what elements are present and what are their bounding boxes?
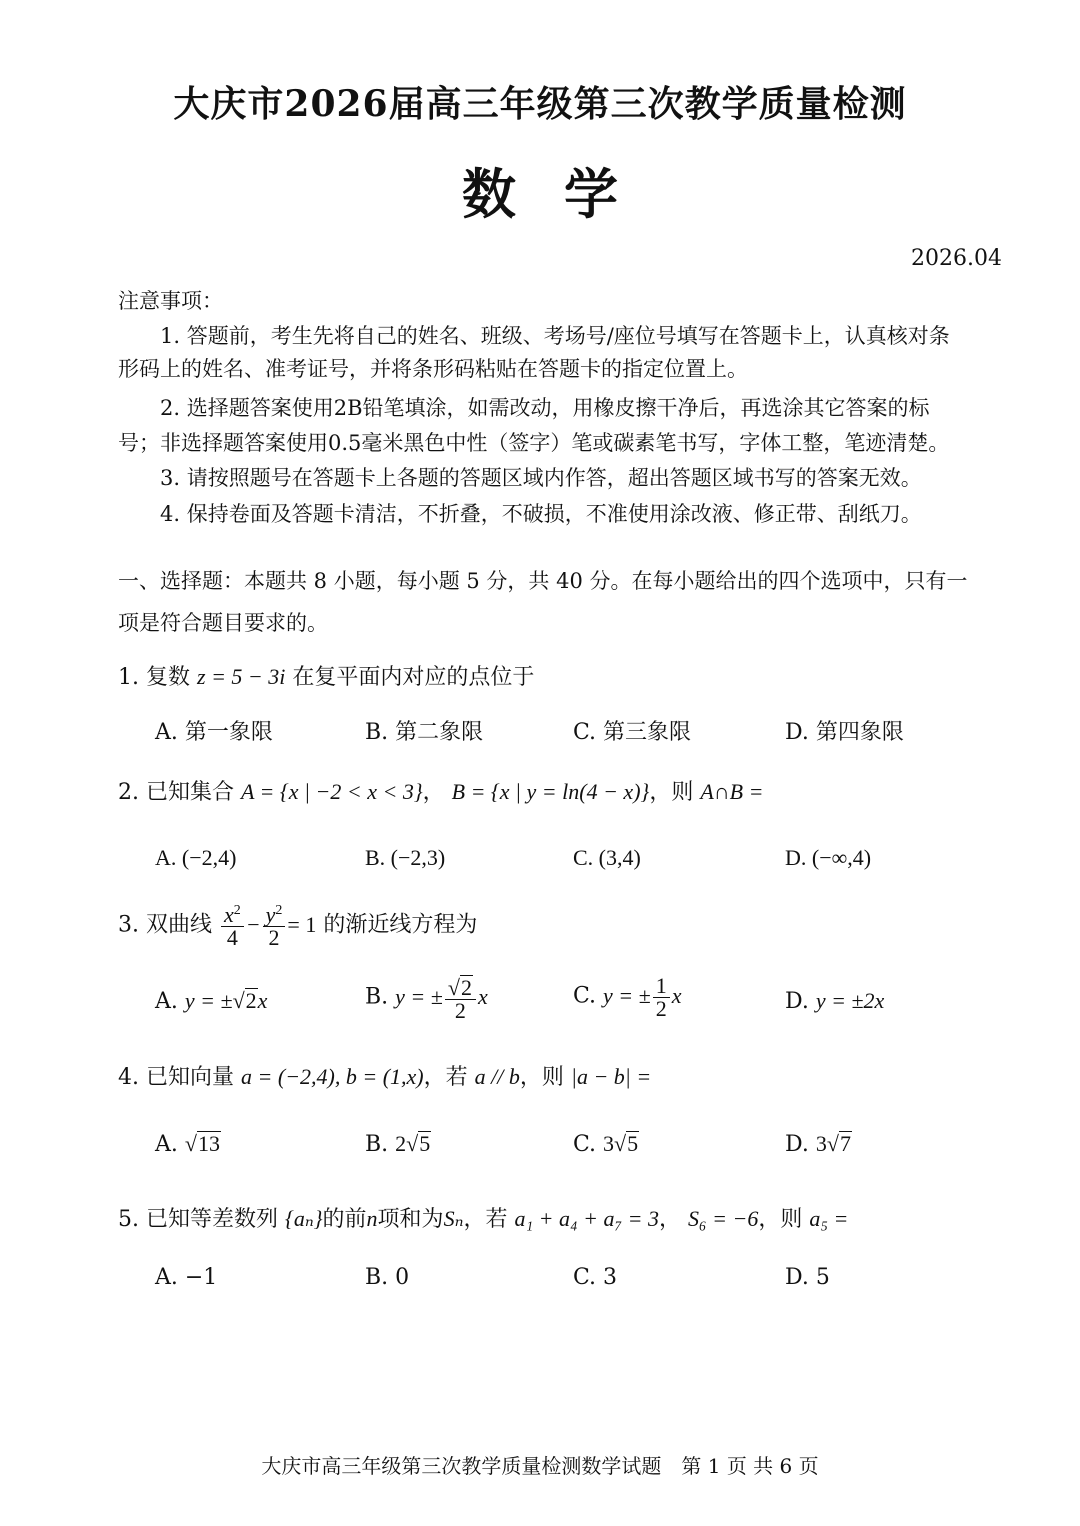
exam-date: 2026.04 — [911, 246, 1002, 271]
condition-1: a₁ + a₄ + a₇ = 3 — [514, 1206, 659, 1231]
notice-heading: 注意事项： — [118, 289, 223, 313]
option-expression: y = ± $\frac{1}{2}$ x — [603, 973, 682, 1021]
question-number: 2. — [118, 780, 139, 805]
q2-option-a: A. (−2,4) — [155, 845, 237, 870]
q1-option-b: B. 第二象限 — [365, 720, 484, 745]
question-text: 的渐近线方程为 — [323, 912, 478, 938]
question-number: 3. — [118, 912, 139, 938]
question-2 — [118, 775, 763, 806]
math-expression: A∩B = — [700, 779, 764, 804]
q3-option-b: B. y = ± $\frac{√2}{2}$ x — [365, 975, 488, 1024]
separator: ， — [422, 780, 445, 805]
question-text: ，则 — [758, 1207, 803, 1232]
question-number: 5. — [118, 1207, 139, 1232]
notice-item-2-line-2: 号；非选择题答案使用0.5毫米黑色中性（签字）笔或碳素笔书写，字体工整，笔迹清楚。 — [118, 431, 950, 455]
variable-n: n — [366, 1206, 378, 1231]
question-text: 双曲线 — [146, 912, 213, 938]
parallel-condition: a // b — [474, 1064, 520, 1089]
subject-title: 数学 — [462, 162, 666, 226]
option-expression: y = ± $\frac{√2}{2}$ x — [395, 975, 488, 1024]
exam-title: 大庆市2026届高三年级第三次教学质量检测 — [173, 83, 907, 125]
vector-definitions: a = (−2,4), b = (1,x) — [241, 1064, 424, 1089]
question-number: 4. — [118, 1065, 139, 1090]
question-text: 已知等差数列 — [146, 1207, 279, 1232]
set-a-expression: A = {x | −2 < x < 3} — [241, 779, 423, 804]
condition-2: S₆ = −6 — [688, 1206, 759, 1231]
q5-option-c: C. 3 — [573, 1265, 618, 1290]
q4-option-c: C. 3√5 — [573, 1131, 639, 1157]
question-text: 项和为 — [377, 1207, 444, 1232]
question-5 — [118, 1202, 848, 1233]
math-expression: |a − b| = — [570, 1064, 652, 1089]
q2-option-d: D. (−∞,4) — [785, 845, 872, 870]
question-text: ，则 — [649, 780, 694, 805]
sequence-symbol: {aₙ} — [285, 1206, 323, 1231]
set-b-expression: B = {x | y = ln(4 − x)} — [451, 779, 650, 804]
q3-option-c: C. y = ± $\frac{1}{2}$ x — [573, 973, 682, 1021]
question-text: 复数 — [146, 665, 191, 690]
q1-option-c: C. 第三象限 — [573, 720, 692, 745]
question-4 — [118, 1060, 651, 1091]
math-expression: z = 5 − 3i — [197, 664, 286, 689]
q5-option-b: B. 0 — [365, 1265, 410, 1290]
q2-option-c: C. (3,4) — [573, 845, 641, 870]
question-text: 已知集合 — [146, 780, 235, 805]
question-text: 的前 — [322, 1207, 367, 1232]
page-footer: 大庆市高三年级第三次教学质量检测数学试题 第 1 页 共 6 页 — [261, 1454, 819, 1478]
notice-item-2-line-1: 2. 选择题答案使用2B铅笔填涂，如需改动，用橡皮擦干净后，再选涂其它答案的标 — [160, 396, 930, 420]
question-1 — [118, 660, 534, 691]
target-expression: a₅ = — [809, 1206, 849, 1231]
q1-option-a: A. 第一象限 — [155, 720, 273, 745]
q5-option-a: A. −1 — [155, 1265, 218, 1290]
section-1-intro-line-2: 项是符合题目要求的。 — [118, 611, 328, 635]
notice-item-1-line-1: 1. 答题前，考生先将自己的姓名、班级、考场号/座位号填写在答题卡上，认真核对条 — [160, 324, 950, 348]
option-expression: y = ±√2x — [184, 988, 268, 1013]
question-number: 1. — [118, 665, 139, 690]
separator: ， — [658, 1207, 681, 1232]
hyperbola-equation: $\frac{x^2}{4}$ − $\frac{y^2}{2}$ = 1 — [219, 912, 316, 937]
q3-option-a: A. y = ±√2x — [155, 988, 268, 1014]
q5-option-d: D. 5 — [785, 1265, 830, 1290]
q4-option-b: B. 2√5 — [365, 1131, 431, 1157]
question-text: 已知向量 — [146, 1065, 235, 1090]
question-3 — [118, 904, 477, 949]
q2-option-b: B. (−2,3) — [365, 845, 446, 870]
option-expression: y = ±2x — [815, 988, 885, 1013]
question-text: ，若 — [463, 1207, 508, 1232]
notice-item-4: 4. 保持卷面及答题卡清洁，不折叠，不破损，不准使用涂改液、修正带、刮纸刀。 — [160, 502, 922, 526]
q4-option-d: D. 3√7 — [785, 1131, 851, 1157]
q1-option-d: D. 第四象限 — [785, 720, 904, 745]
notice-item-3: 3. 请按照题号在答题卡上各题的答题区域内作答，超出答题区域书写的答案无效。 — [160, 466, 922, 490]
q3-option-d: D. y = ±2x — [785, 988, 885, 1014]
question-text: ，则 — [519, 1065, 564, 1090]
question-text: 在复平面内对应的点位于 — [292, 665, 535, 690]
question-text: ，若 — [423, 1065, 468, 1090]
notice-item-1-line-2: 形码上的姓名、准考证号，并将条形码粘贴在答题卡的指定位置上。 — [118, 357, 748, 381]
sum-symbol: Sₙ — [443, 1206, 464, 1231]
section-1-intro-line-1: 一、选择题：本题共 8 小题，每小题 5 分，共 40 分。在每小题给出的四个选项中，只有一 — [118, 569, 968, 593]
q4-option-a: A. √13 — [155, 1131, 220, 1157]
